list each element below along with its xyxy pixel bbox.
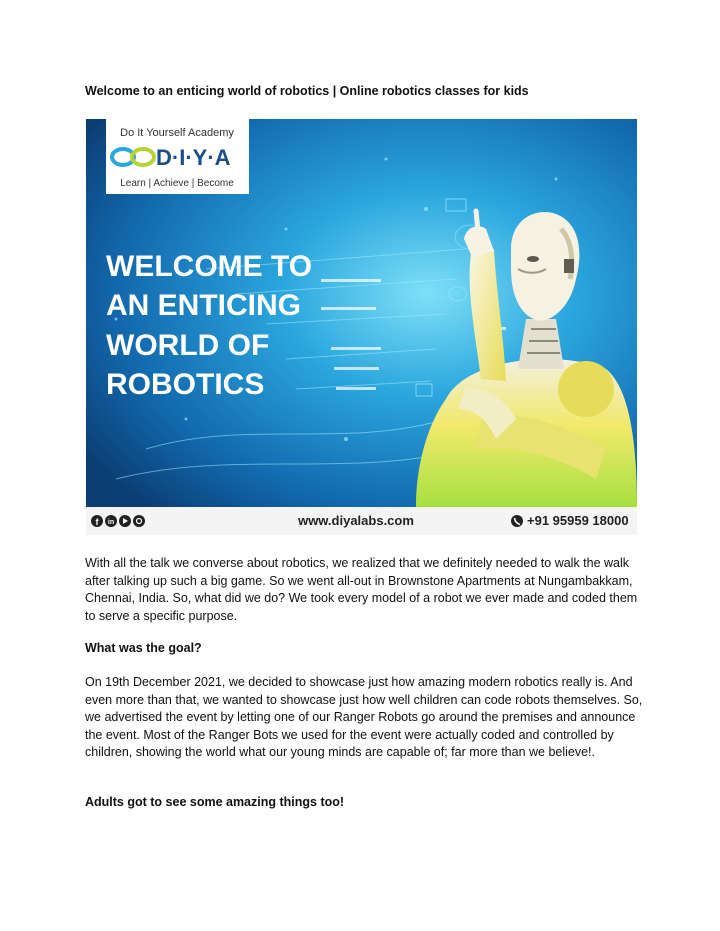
logo-top-text: Do It Yourself Academy [120,127,234,139]
banner-phone: +91 95959 18000 [527,513,629,528]
banner-website: www.diyalabs.com [298,513,414,528]
paragraph-intro: With all the talk we converse about robotics, we realized that we definitely needed to walk the walk after talking up such a big game. So we went all-out in Brownstone Apartments at Nungambakkam, Chennai, India. So, what did we do? We took every model of a robot we ever made and coded them to serve a specific purpose. [85,556,638,623]
document-title: Welcome to an enticing world of robotics | Online robotics classes for kids [85,84,529,98]
headline-line-4: ROBOTICS [106,368,265,401]
heading-goal: What was the goal? [85,641,202,655]
svg-text:in: in [107,519,115,526]
diya-logo [106,119,249,194]
phone-icon [511,515,523,527]
svg-text:f: f [95,517,99,527]
headline-line-2: AN ENTICING [106,289,301,322]
headline-line-3: WORLD OF [106,329,270,362]
banner-image [86,119,637,535]
logo-tagline-text: Learn | Achieve | Become [120,178,234,189]
logo-brand-text: D·I·Y·A [156,145,231,170]
paragraph-goal: On 19th December 2021, we decided to showcase just how amazing modern robotics really is. And even more than that, we wanted to showcase just how well children can code robots themselves. So, we advertised the event by letting one of our Ranger Robots go around the premises and announce the event. Most of the Ranger Bots we used for the event were actually coded and controlled by children, showing the world what our young minds are capable of; far more than we believe!. [85,675,643,759]
instagram-icon [133,515,145,527]
headline-line-1: WELCOME TO [106,250,313,283]
heading-adults: Adults got to see some amazing things too! [85,795,345,809]
